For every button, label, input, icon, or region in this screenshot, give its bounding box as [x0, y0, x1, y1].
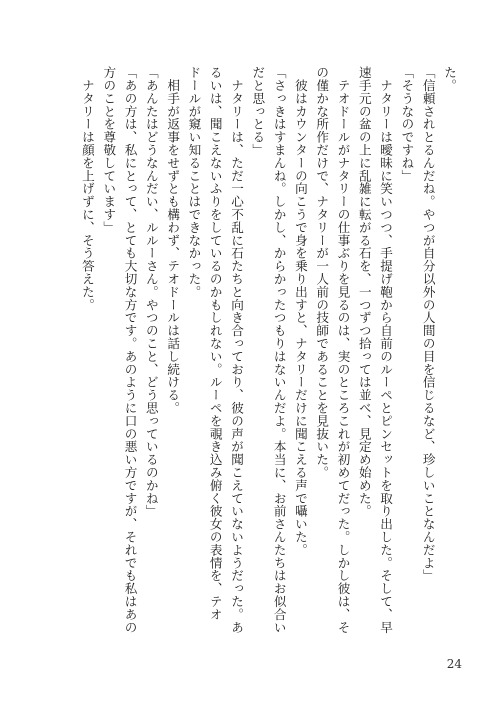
text-line: の僅かな所作だけで、ナタリーが一人前の技師であることを見抜いた。 — [314, 66, 330, 479]
text-line: テオドールがナタリーの仕事ぶりを見るのは、実のところこれが初めてだった。しかし彼は、そ — [335, 66, 351, 634]
text-line: だと思っとる」 — [250, 66, 266, 157]
text-line: ドールが窺い知ることはできなかった。 — [186, 66, 202, 299]
text-line: ナタリーは顔を上げずに、そう答えた。 — [79, 66, 95, 312]
text-line: ナタリーは曖昧に笑いつつ、手提げ鞄から自前のルーペとピンセットを取り出した。そして、早 — [378, 66, 394, 634]
text-line: 「信頼されとるんだね。やつが自分以外の人間の目を信じるなど、珍しいことなんだよ」 — [420, 66, 436, 582]
text-line: るいは、聞こえないふりをしているのかもしれない。ルーペを覗き込み俯く彼女の表情を、テオ — [207, 66, 223, 621]
text-line: 速手元の盆の上に乱雑に転がる石を、一つずつ拾っては並べ、見定め始めた。 — [356, 66, 372, 518]
text-line: 「あんたはどうなんだい、ルルーさん。やつのこと、どう思っているのかね」 — [143, 66, 159, 518]
text-line: 相手が返事をせずとも構わず、テオドールは話し続ける。 — [165, 66, 181, 415]
text-line: 「そうなのですね」 — [399, 66, 415, 183]
text-line: 「さっきはすまんね。しかし、からかったつもりはないんだよ。本当に、お前さんたちはお似合い — [271, 66, 287, 634]
page-number: 24 — [446, 657, 462, 671]
vertical-text-body — [30, 66, 460, 651]
text-line: 「あの方は、私にとって、とても大切な方です。あのように口の悪い方ですが、それでも私はあの — [122, 66, 138, 634]
text-line: ナタリーは、ただ一心不乱に石たちと向き合っており、彼の声が聞こえていないようだった。あ — [229, 66, 245, 634]
text-line: 方のことを尊敬しています」 — [101, 66, 117, 234]
text-line: た。 — [442, 66, 457, 92]
text-line: 彼はカウンターの向こうで身を乗り出すと、ナタリーだけに聞こえる声で囁いた。 — [292, 66, 308, 557]
